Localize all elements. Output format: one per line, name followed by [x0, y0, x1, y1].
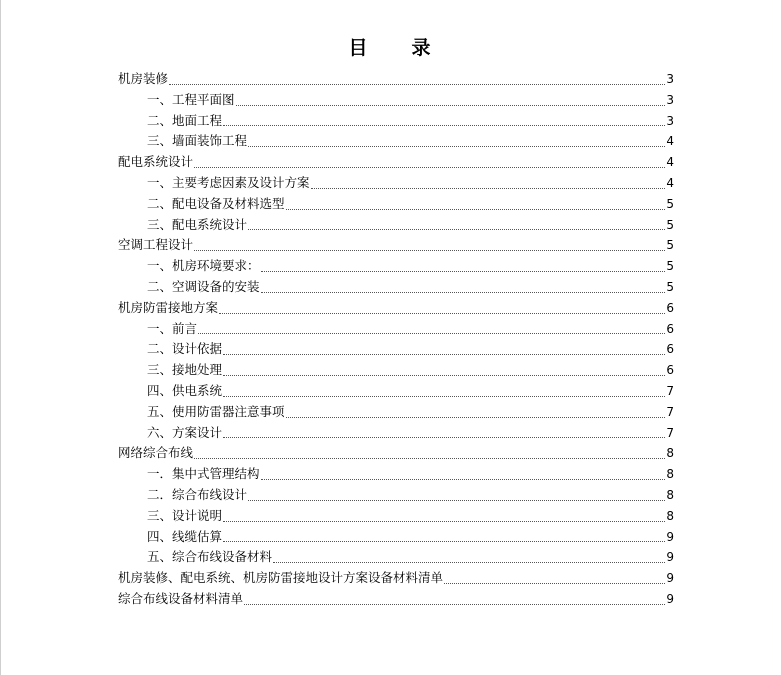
toc-page-number: 9	[666, 529, 674, 544]
toc-entry-label: 机房防雷接地方案	[118, 299, 219, 315]
toc-dot-leader	[223, 396, 665, 397]
toc-page-number: 5	[666, 217, 674, 232]
toc-dot-leader	[223, 375, 665, 376]
toc-entry[interactable]	[118, 194, 674, 215]
toc-entry[interactable]	[118, 464, 674, 485]
toc-page-number: 7	[666, 404, 674, 419]
toc-entry-label: 六、方案设计	[147, 424, 223, 440]
toc-entry-label: 一、机房环境要求：	[147, 258, 260, 274]
toc-dot-leader	[244, 604, 665, 605]
toc-entry[interactable]	[118, 131, 674, 152]
toc-entry[interactable]	[118, 298, 674, 319]
toc-entry-label: 机房装修	[118, 71, 169, 86]
toc-entry-label: 二．综合布线设计	[147, 486, 248, 502]
toc-entry-label: 二、配电设备及材料选型	[147, 195, 285, 211]
toc-entry-label: 一、前言	[147, 320, 198, 336]
toc-page-number: 9	[666, 550, 674, 565]
toc-entry[interactable]	[118, 69, 674, 90]
toc-page-number: 3	[666, 113, 674, 128]
toc-entry[interactable]	[118, 339, 674, 360]
toc-entry-label: 五、综合布线设备材料	[147, 549, 273, 565]
toc-dot-leader	[223, 354, 665, 355]
toc-entry[interactable]	[118, 256, 674, 277]
toc-dot-leader	[198, 333, 665, 334]
toc-dot-leader	[236, 105, 666, 106]
toc-page-number: 8	[666, 446, 674, 461]
toc-dot-leader	[223, 125, 665, 126]
toc-page-number: 5	[666, 196, 674, 211]
toc-entry-label: 二、设计依据	[147, 341, 223, 357]
toc-page-number: 3	[666, 72, 674, 86]
toc-entry[interactable]	[118, 589, 674, 610]
toc-page-number: 6	[666, 363, 674, 378]
toc-dot-leader	[261, 479, 666, 480]
toc-page-number: 6	[666, 321, 674, 336]
toc-page-number: 8	[666, 508, 674, 523]
toc-page-number: 5	[666, 279, 674, 294]
toc-entry[interactable]	[118, 173, 674, 194]
toc-entry-label: 二、空调设备的安装	[147, 278, 260, 294]
toc-dot-leader	[223, 521, 665, 522]
toc-entry-label: 五、使用防雷器注意事项	[147, 403, 285, 419]
toc-page-number: 5	[666, 259, 674, 274]
toc-page-number: 6	[666, 342, 674, 357]
toc-entry[interactable]	[118, 547, 674, 568]
toc-entry-label: 一．集中式管理结构	[147, 466, 260, 482]
toc-page-number: 8	[666, 487, 674, 502]
toc-dot-leader	[248, 146, 665, 147]
toc-dot-leader	[194, 250, 665, 251]
toc-page-number: 3	[666, 92, 674, 107]
toc-entry-label: 一、主要考虑因素及设计方案	[147, 174, 310, 190]
toc-entry-label: 一、工程平面图	[147, 91, 235, 107]
toc-entry[interactable]	[118, 235, 674, 256]
toc-entry-label: 四、线缆估算	[147, 528, 223, 544]
toc-dot-leader	[311, 188, 666, 189]
toc-entry[interactable]	[118, 90, 674, 111]
toc-entry[interactable]	[118, 215, 674, 236]
toc-page-number: 9	[666, 571, 674, 586]
toc-entry-label: 四、供电系统	[147, 382, 223, 398]
toc-page-number: 6	[666, 300, 674, 315]
toc-title-char-2: 录	[411, 37, 433, 59]
toc-entry-label: 三、接地处理	[147, 362, 223, 378]
toc-entry-label: 二、地面工程	[147, 112, 223, 128]
toc-entry[interactable]	[118, 527, 674, 548]
toc-dot-leader	[273, 562, 665, 563]
toc-dot-leader	[194, 167, 665, 168]
toc-entry-label: 三、设计说明	[147, 507, 223, 523]
toc-page-number: 5	[666, 238, 674, 253]
toc-entry[interactable]	[118, 277, 674, 298]
toc-entry[interactable]	[118, 402, 674, 423]
toc-page-number: 7	[666, 425, 674, 440]
toc-dot-leader	[286, 417, 666, 418]
toc-entry[interactable]	[118, 319, 674, 340]
toc-entry[interactable]	[118, 485, 674, 506]
table-of-contents	[118, 69, 674, 610]
toc-dot-leader	[219, 313, 665, 314]
toc-dot-leader	[169, 84, 665, 85]
toc-page-number: 8	[666, 467, 674, 482]
toc-dot-leader	[444, 583, 665, 584]
toc-entry-label: 三、墙面装饰工程	[147, 133, 248, 149]
toc-dot-leader	[261, 271, 666, 272]
toc-page-number: 9	[666, 591, 674, 606]
toc-page-number: 7	[666, 383, 674, 398]
toc-page-number: 4	[666, 155, 674, 170]
toc-entry[interactable]	[118, 360, 674, 381]
toc-entry[interactable]	[118, 381, 674, 402]
toc-page-number: 4	[666, 175, 674, 190]
toc-dot-leader	[194, 458, 665, 459]
toc-entry[interactable]	[118, 506, 674, 527]
toc-dot-leader	[223, 541, 665, 542]
toc-entry[interactable]	[118, 443, 674, 464]
toc-dot-leader	[223, 437, 665, 438]
toc-entry[interactable]	[118, 568, 674, 589]
toc-entry-label: 空调工程设计	[118, 237, 194, 253]
toc-entry[interactable]	[118, 152, 674, 173]
toc-title-char-1: 目	[348, 37, 370, 59]
toc-entry-label: 机房装修、配电系统、机房防雷接地设计方案设备材料清单	[118, 570, 444, 586]
toc-dot-leader	[248, 500, 665, 501]
toc-entry-label: 三、配电系统设计	[147, 216, 248, 232]
toc-entry-label: 网络综合布线	[118, 445, 194, 461]
toc-entry[interactable]	[118, 423, 674, 444]
toc-title	[0, 33, 781, 60]
toc-entry-label: 配电系统设计	[118, 154, 194, 170]
toc-page-number: 4	[666, 134, 674, 149]
toc-entry[interactable]	[118, 111, 674, 132]
toc-dot-leader	[286, 209, 666, 210]
toc-dot-leader	[248, 229, 665, 230]
toc-entry-label: 综合布线设备材料清单	[118, 590, 244, 606]
toc-dot-leader	[261, 292, 666, 293]
